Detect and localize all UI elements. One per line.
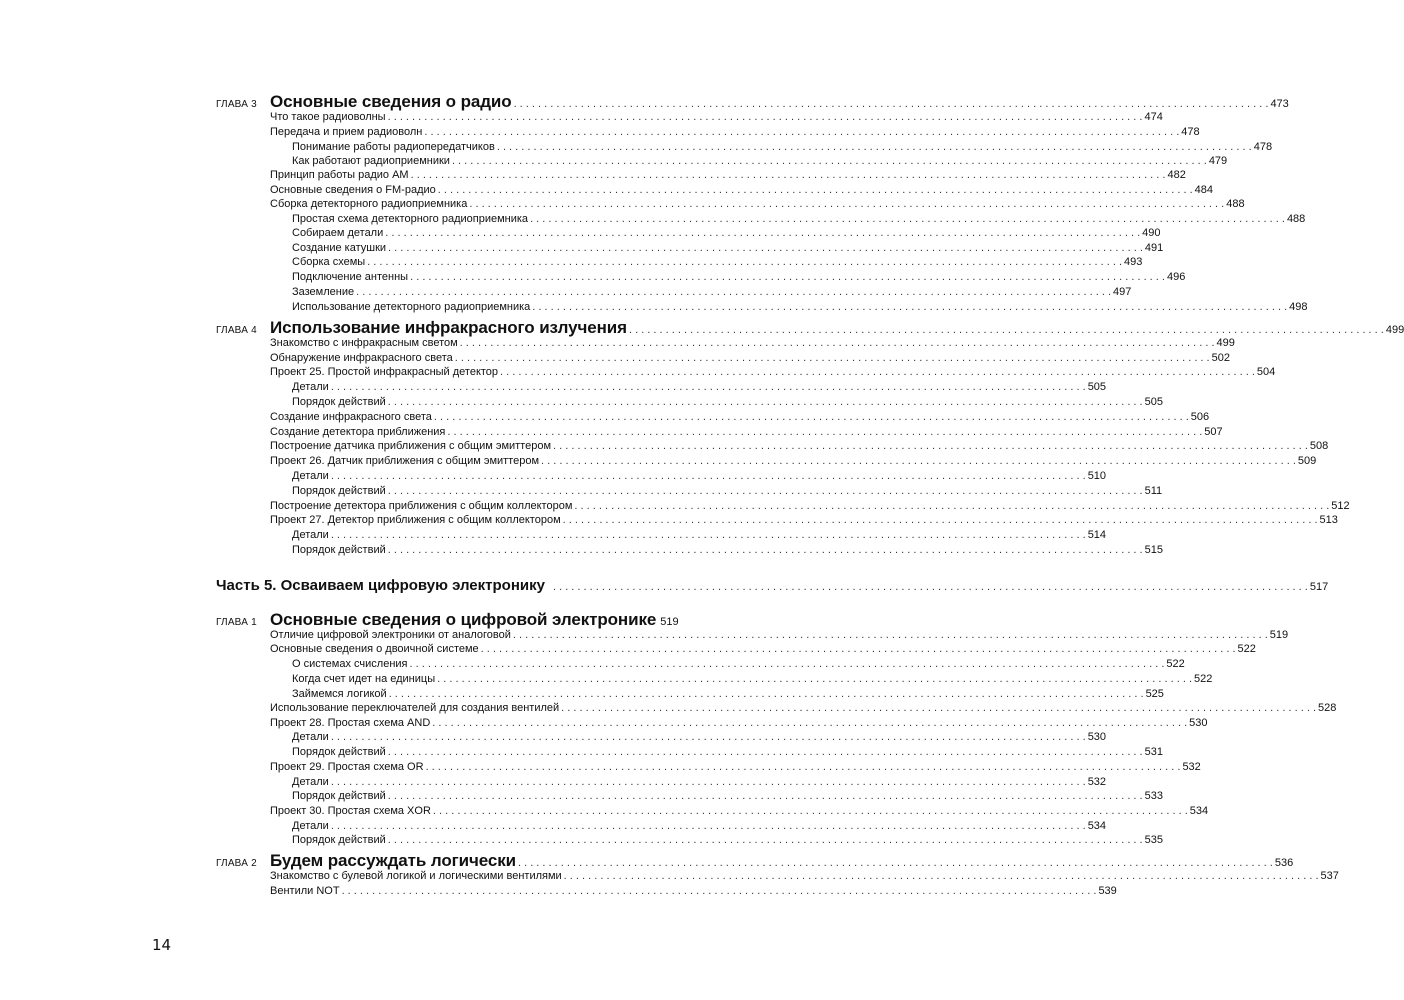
dot-leader <box>629 324 1384 336</box>
part-5-heading <box>216 577 1329 594</box>
toc-subentry <box>292 395 1163 409</box>
dot-leader <box>437 672 1192 686</box>
entry-title: Проект 28. Простая схема AND <box>270 717 431 729</box>
page-ref: 490 <box>1142 227 1161 239</box>
toc-subentry <box>292 657 1185 671</box>
dot-leader <box>389 687 1144 701</box>
toc-entry <box>270 351 1230 365</box>
toc-entry <box>270 110 1163 124</box>
dot-leader <box>356 285 1111 299</box>
toc-entry <box>270 365 1276 379</box>
entry-title: Займемся логикой <box>292 688 387 700</box>
dot-leader <box>553 439 1308 453</box>
dot-leader <box>388 745 1143 759</box>
dot-leader <box>434 410 1189 424</box>
toc-subentry <box>292 789 1163 803</box>
dot-leader <box>561 701 1316 715</box>
part-title: Часть 5. Осваиваем цифровую электронику <box>216 577 545 594</box>
toc-entry <box>270 701 1337 715</box>
toc-entry <box>270 125 1200 139</box>
toc-entry <box>270 410 1210 424</box>
dot-leader <box>438 183 1193 197</box>
page-ref: 512 <box>1331 500 1350 512</box>
page-ref: 525 <box>1145 688 1164 700</box>
toc-entry <box>270 716 1208 730</box>
dot-leader <box>424 125 1179 139</box>
chapter-4-heading <box>216 318 1404 338</box>
entry-title: Знакомство с инфракрасным светом <box>270 337 458 349</box>
dot-leader <box>331 380 1086 394</box>
page-ref: 537 <box>1320 870 1339 882</box>
chapter-3-heading <box>216 92 1289 112</box>
page-ref: 491 <box>1144 242 1164 254</box>
toc-entry <box>270 336 1235 350</box>
page-ref: 531 <box>1144 746 1163 758</box>
entry-title: Проект 30. Простая схема XOR <box>270 805 431 817</box>
toc-subentry <box>292 484 1163 498</box>
dot-leader <box>432 716 1187 730</box>
chapter-title: Будем рассуждать логически <box>270 851 516 870</box>
dot-leader <box>460 336 1215 350</box>
toc-subentry <box>292 285 1132 299</box>
entry-title: Основные сведения о двоичной системе <box>270 643 479 655</box>
page-ref: 496 <box>1166 271 1186 283</box>
dot-leader <box>342 884 1097 898</box>
page-ref: 502 <box>1211 352 1230 364</box>
entry-title: Сборка схемы <box>292 256 366 268</box>
page-ref: 522 <box>1194 673 1213 685</box>
toc-entry <box>270 454 1317 468</box>
toc-subentry <box>292 241 1164 255</box>
dot-leader <box>455 351 1210 365</box>
entry-title: Построение детектора приближения с общим коллектором <box>270 500 573 512</box>
entry-title: Детали <box>292 529 329 541</box>
entry-title: Принцип работы радио AM <box>270 169 409 181</box>
toc-subentry <box>292 528 1107 542</box>
entry-title: Знакомство с булевой логикой и логическими вентилями <box>270 870 562 882</box>
entry-title: Порядок действий <box>292 485 386 497</box>
toc-entry <box>270 804 1209 818</box>
page-ref: 522 <box>1166 658 1185 670</box>
dot-leader <box>331 775 1086 789</box>
page-ref: 532 <box>1182 761 1201 773</box>
toc-subentry <box>292 687 1164 701</box>
page-ref: 484 <box>1194 184 1213 196</box>
dot-leader <box>447 425 1202 439</box>
entry-title: Создание катушки <box>292 242 387 254</box>
chapter-title: Использование инфракрасного излучения <box>270 318 627 337</box>
dot-leader <box>481 642 1236 656</box>
dot-leader <box>500 365 1255 379</box>
entry-title: Детали <box>292 731 329 743</box>
chapter-1-heading <box>216 610 679 630</box>
toc-subentry <box>292 775 1107 789</box>
dot-leader <box>514 98 1269 110</box>
entry-title: Детали <box>292 776 329 788</box>
dot-leader <box>388 789 1143 803</box>
page-ref: 528 <box>1318 702 1337 714</box>
entry-title: Порядок действий <box>292 790 386 802</box>
entry-title: Обнаружение инфракрасного света <box>270 352 453 364</box>
page-ref: 505 <box>1087 381 1107 393</box>
entry-title: Проект 27. Детектор приближения с общим коллектором <box>270 514 561 526</box>
dot-leader <box>388 484 1143 498</box>
page-ref: 509 <box>1297 455 1317 467</box>
dot-leader <box>532 300 1287 314</box>
dot-leader <box>331 469 1086 483</box>
page-ref: 536 <box>1274 857 1294 869</box>
toc-entry <box>270 628 1289 642</box>
page-ref: 498 <box>1289 301 1308 313</box>
toc-subentry <box>292 543 1163 557</box>
entry-title: Создание детектора приближения <box>270 426 446 438</box>
toc-subentry <box>292 226 1161 240</box>
dot-leader <box>513 628 1268 642</box>
toc-entry <box>270 183 1213 197</box>
toc-subentry <box>292 300 1308 314</box>
dot-leader <box>388 543 1143 557</box>
chapter-2-heading <box>216 851 1294 871</box>
dot-leader <box>541 454 1296 468</box>
page-ref: 504 <box>1256 366 1276 378</box>
dot-leader <box>388 110 1143 124</box>
entry-title: Проект 25. Простой инфракрасный детектор <box>270 366 499 378</box>
entry-title: Порядок действий <box>292 396 386 408</box>
page-ref: 534 <box>1087 820 1107 832</box>
chapter-title: Основные сведения о радио <box>270 92 512 111</box>
dot-leader <box>563 513 1318 527</box>
page-ref: 474 <box>1144 111 1163 123</box>
chapter-label: ГЛАВА 3 <box>216 99 257 110</box>
page-ref: 530 <box>1189 717 1208 729</box>
toc-subentry <box>292 469 1107 483</box>
toc-entry <box>270 760 1201 774</box>
page-ref: 505 <box>1144 396 1163 408</box>
entry-title: Вентили NOT <box>270 885 340 897</box>
entry-title: Как работают радиоприемники <box>292 155 450 167</box>
page-ref: 488 <box>1286 213 1306 225</box>
page-ref: 514 <box>1087 529 1107 541</box>
page-ref: 511 <box>1144 485 1163 497</box>
page-ref: 497 <box>1113 286 1132 298</box>
page-ref: 478 <box>1181 126 1200 138</box>
entry-title: Построение датчика приближения с общим эмиттером <box>270 440 552 452</box>
page-number: 14 <box>152 936 172 954</box>
dot-leader <box>388 395 1143 409</box>
dot-leader <box>469 197 1224 211</box>
toc-subentry <box>292 212 1306 226</box>
page-ref: 499 <box>1385 324 1404 336</box>
dot-leader <box>497 140 1252 154</box>
toc-subentry <box>292 255 1143 269</box>
page-ref: 515 <box>1144 544 1163 556</box>
dot-leader <box>410 270 1165 284</box>
page-ref: 506 <box>1190 411 1210 423</box>
dot-leader <box>331 730 1086 744</box>
entry-title: Простая схема детекторного радиоприемника <box>292 213 529 225</box>
entry-title: О системах счисления <box>292 658 408 670</box>
dot-leader <box>331 528 1086 542</box>
entry-title: Проект 26. Датчик приближения с общим эмиттером <box>270 455 540 467</box>
dot-leader <box>411 168 1166 182</box>
page-ref: 482 <box>1167 169 1186 181</box>
page-ref: 517 <box>1309 581 1329 593</box>
page-ref: 533 <box>1144 790 1163 802</box>
page-ref: 513 <box>1319 514 1338 526</box>
chapter-title: Основные сведения о цифровой электронике <box>270 610 657 629</box>
page-ref: 478 <box>1253 141 1273 153</box>
toc-entry <box>270 168 1186 182</box>
chapter-label: ГЛАВА 4 <box>216 325 257 336</box>
page-ref: 539 <box>1098 885 1117 897</box>
page-ref: 479 <box>1208 155 1228 167</box>
page-ref: 508 <box>1309 440 1329 452</box>
dot-leader <box>385 226 1140 240</box>
entry-title: Детали <box>292 381 329 393</box>
toc-subentry <box>292 154 1228 168</box>
page-ref: 535 <box>1144 834 1163 846</box>
entry-title: Подключение антенны <box>292 271 409 283</box>
chapter-label: ГЛАВА 1 <box>216 617 257 628</box>
page-ref: 522 <box>1237 643 1256 655</box>
page-ref: 499 <box>1216 337 1235 349</box>
page-ref: 519 <box>1269 629 1289 641</box>
entry-title: Порядок действий <box>292 746 386 758</box>
entry-title: Собираем детали <box>292 227 384 239</box>
entry-title: Сборка детекторного радиоприемника <box>270 198 468 210</box>
page-ref: 473 <box>1270 98 1289 110</box>
page-ref: 507 <box>1204 426 1223 438</box>
dot-leader <box>574 499 1329 513</box>
entry-title: Проект 29. Простая схема OR <box>270 761 424 773</box>
toc-entry <box>270 869 1339 883</box>
toc-subentry <box>292 672 1213 686</box>
toc-entry <box>270 197 1245 211</box>
entry-title: Понимание работы радиопередатчиков <box>292 141 495 153</box>
dot-leader <box>452 154 1207 168</box>
entry-title: Создание инфракрасного света <box>270 411 432 423</box>
entry-title: Основные сведения о FM-радио <box>270 184 436 196</box>
dot-leader <box>426 760 1181 774</box>
toc-subentry <box>292 745 1163 759</box>
dot-leader <box>331 819 1086 833</box>
toc-entry <box>270 513 1338 527</box>
dot-leader <box>388 241 1143 255</box>
dot-leader <box>518 857 1273 869</box>
entry-title: Использование детекторного радиоприемника <box>292 301 531 313</box>
dot-leader <box>410 657 1165 671</box>
page-ref: 519 <box>660 616 679 628</box>
entry-title: Когда счет идет на единицы <box>292 673 436 685</box>
entry-title: Порядок действий <box>292 544 386 556</box>
dot-leader <box>433 804 1188 818</box>
toc-entry <box>270 884 1117 898</box>
dot-leader <box>530 212 1285 226</box>
toc-entry <box>270 439 1329 453</box>
entry-title: Заземление <box>292 286 355 298</box>
page-ref: 532 <box>1087 776 1107 788</box>
toc-subentry <box>292 833 1163 847</box>
dot-leader <box>553 581 1308 593</box>
entry-title: Детали <box>292 820 329 832</box>
chapter-label: ГЛАВА 2 <box>216 858 257 869</box>
entry-title: Что такое радиоволны <box>270 111 386 123</box>
toc-entry <box>270 642 1256 656</box>
toc-subentry <box>292 730 1107 744</box>
toc-subentry <box>292 270 1186 284</box>
toc-subentry <box>292 140 1273 154</box>
entry-title: Порядок действий <box>292 834 386 846</box>
entry-title: Отличие цифровой электроники от аналоговой <box>270 629 511 641</box>
page-ref: 530 <box>1087 731 1107 743</box>
toc-entry <box>270 499 1350 513</box>
dot-leader <box>388 833 1143 847</box>
entry-title: Детали <box>292 470 329 482</box>
page-ref: 493 <box>1124 256 1143 268</box>
page-ref: 510 <box>1087 470 1107 482</box>
toc-subentry <box>292 380 1107 394</box>
toc-subentry <box>292 819 1107 833</box>
dot-leader <box>564 869 1319 883</box>
entry-title: Использование переключателей для создания вентилей <box>270 702 560 714</box>
page-ref: 534 <box>1189 805 1209 817</box>
page-ref: 488 <box>1226 198 1245 210</box>
entry-title: Передача и прием радиоволн <box>270 126 423 138</box>
dot-leader <box>367 255 1122 269</box>
toc-entry <box>270 425 1223 439</box>
